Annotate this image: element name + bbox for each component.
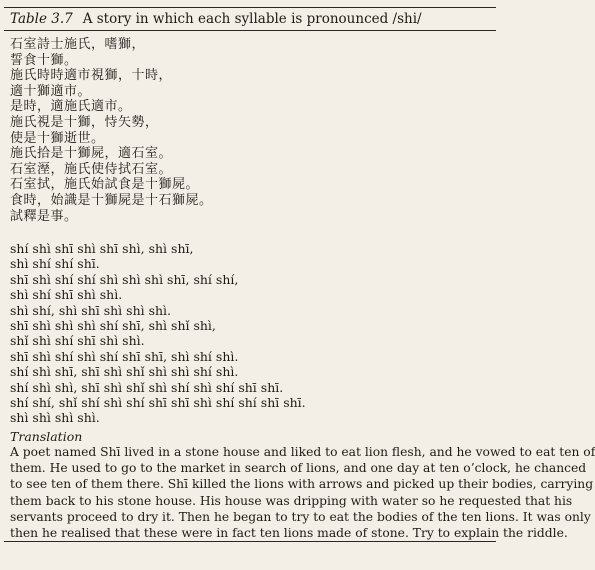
chinese-line: 石室溼，施氏使侍拭石室。	[10, 161, 173, 177]
translation-line: servants proceed to dry it. Then he began to try to eat the bodies of the ten lions. It was only	[10, 509, 591, 524]
chinese-line: 食時，始識是十獅屍是十石獅屍。	[10, 192, 213, 208]
pinyin-line: shì shí shī shì shì.	[10, 287, 123, 303]
table-title: A story in which each syllable is pronounced /shi/	[82, 11, 422, 27]
chinese-line: 石室詩士施氏，嗜獅，	[10, 37, 146, 52]
table-label: Table 3.7	[10, 11, 73, 27]
pinyin-line: shī shì shí shì shí shī shī, shì shí shì.	[10, 348, 239, 364]
pinyin-line: shì shì shì shì.	[10, 410, 100, 426]
chinese-line: 施氏時時適市視獅，十時，	[10, 68, 173, 84]
translation-line: to see ten of them there. Shī killed the lions with arrows and picked up their bodies, carrying	[10, 477, 594, 492]
translation-heading: Translation	[10, 429, 83, 444]
pinyin-line: shí shì shī, shī shì shǐ shì shì shí shì.	[10, 364, 239, 380]
chinese-line: 石室拭，施氏始試食是十獅屍。	[10, 177, 200, 193]
pinyin-line: shǐ shì shí shī shì shì.	[10, 333, 145, 349]
bottom-rule	[4, 541, 496, 542]
pinyin-line: shī shì shì shì shí shī, shì shǐ shì,	[10, 317, 216, 333]
translation-line: them. He used to go to the market in search of lions, and one day at ten o’clock, he chanced	[10, 461, 587, 476]
translation-text	[10, 444, 595, 541]
table-caption	[10, 11, 422, 27]
caption-rule	[4, 30, 496, 31]
chinese-line: 適十獅適市。	[10, 83, 92, 99]
pinyin-line: shì shí shí shī.	[10, 256, 100, 272]
pinyin-line: shí shì shī shì shī shì, shì shī,	[10, 241, 194, 256]
pinyin-transcription	[10, 241, 500, 426]
chinese-line: 是時，適施氏適市。	[10, 99, 132, 115]
pinyin-line: shì shí, shì shī shì shì shì.	[10, 302, 172, 318]
chinese-line: 施氏拾是十獅屍，適石室。	[10, 146, 173, 162]
pinyin-line: shí shí, shǐ shí shì shí shī shī shì shí shí shī shī.	[10, 394, 306, 410]
chinese-line: 誓食十獅。	[10, 52, 78, 68]
chinese-line: 使是十獅逝世。	[10, 130, 105, 146]
pinyin-line: shī shì shí shí shì shì shì shī, shí shí,	[10, 271, 239, 287]
top-rule	[4, 7, 496, 8]
translation-line: then he realised that these were in fact ten lions made of stone. Try to explain the riddle.	[10, 525, 568, 540]
translation-line: A poet named Shī lived in a stone house and liked to eat lion flesh, and he vowed to eat ten of	[10, 445, 595, 459]
chinese-line: 試釋是事。	[10, 208, 78, 224]
translation-line: them back to his stone house. His house was dripping with water so he requested that his	[10, 493, 573, 508]
chinese-poem	[10, 37, 500, 224]
chinese-line: 施氏視是十獅，恃矢勢，	[10, 114, 159, 130]
pinyin-line: shí shì shì, shī shì shǐ shì shí shì shí shī shī.	[10, 379, 284, 395]
